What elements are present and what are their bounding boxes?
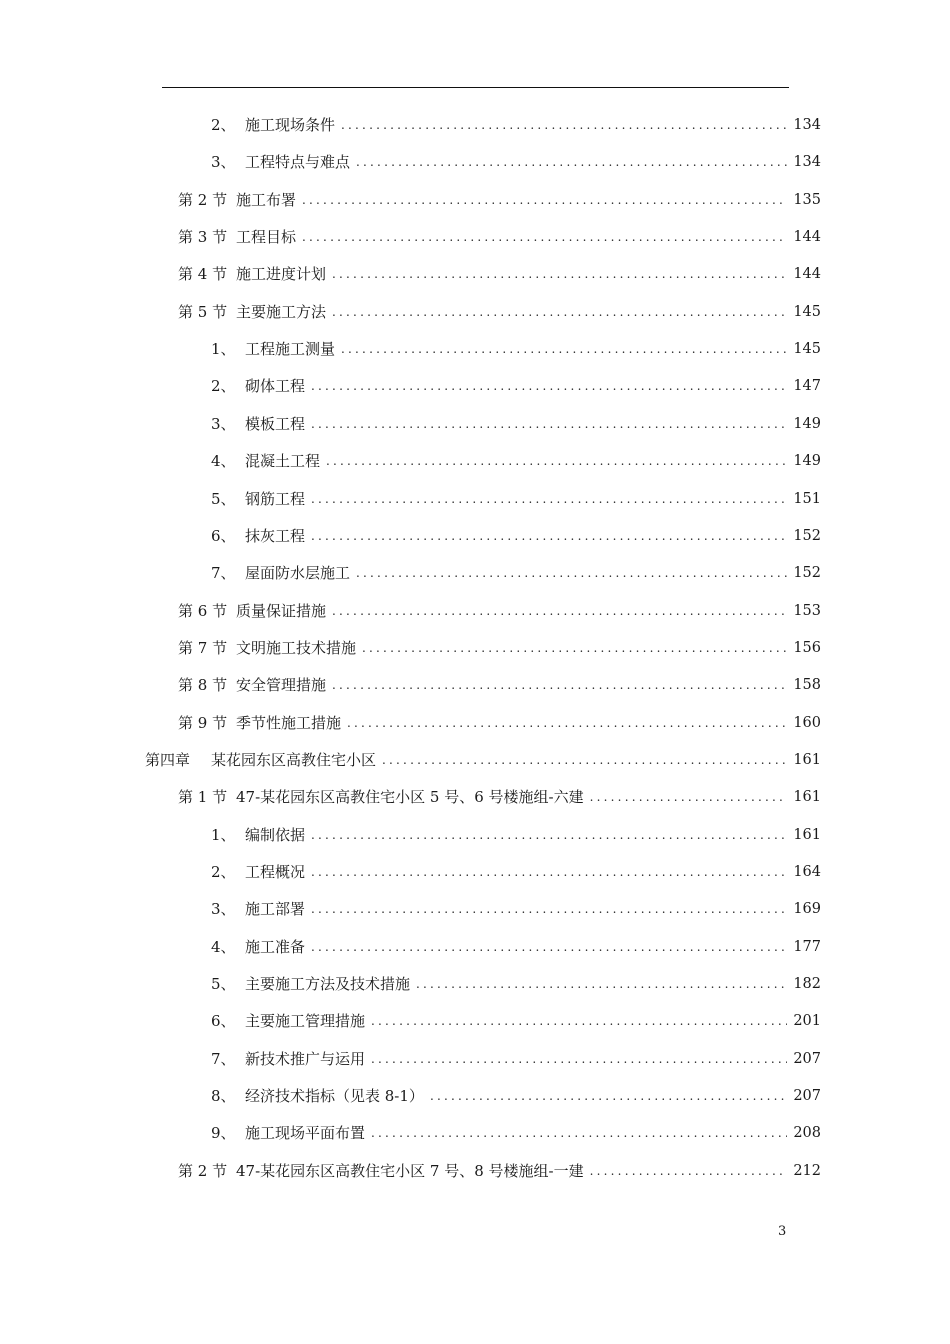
toc-entry-page: 152 [793, 528, 821, 544]
toc-entry-page: 208 [793, 1125, 821, 1141]
toc-entry-number: 7、 [211, 564, 236, 582]
toc-entry-label [211, 1046, 365, 1072]
toc-entry-label [145, 747, 376, 773]
toc-entry-page: 177 [793, 939, 821, 955]
toc-entry-label [211, 560, 350, 586]
toc-leader-dots [302, 187, 787, 213]
toc-entry-page: 201 [793, 1013, 821, 1029]
toc-entry[interactable] [178, 1158, 821, 1184]
toc-entry-page: 182 [793, 976, 821, 992]
toc-entry[interactable] [211, 1046, 821, 1072]
toc-entry-page: 134 [793, 154, 821, 170]
toc-entry[interactable] [211, 1120, 821, 1146]
toc-leader-dots [311, 523, 787, 549]
toc-entry[interactable] [211, 859, 821, 885]
toc-leader-dots [311, 373, 787, 399]
toc-leader-dots [371, 1120, 787, 1146]
toc-entry-page: 212 [793, 1163, 821, 1179]
toc-entry[interactable] [211, 448, 821, 474]
toc-entry-label [178, 635, 356, 661]
toc-entry-label [211, 1008, 365, 1034]
toc-entry[interactable] [178, 635, 821, 661]
toc-entry-label [178, 1158, 584, 1184]
toc-entry[interactable] [178, 261, 821, 287]
toc-entry-title: 施工现场条件 [245, 116, 336, 134]
toc-entry-number: 2、 [211, 116, 236, 134]
toc-entry-title: 安全管理措施 [236, 676, 327, 694]
toc-entry-page: 156 [793, 640, 821, 656]
toc-entry-label [211, 411, 305, 437]
toc-entry[interactable] [178, 187, 821, 213]
toc-entry-label [211, 859, 305, 885]
toc-entry-page: 153 [793, 603, 821, 619]
toc-entry-label [211, 112, 335, 138]
toc-entry-title: 主要施工方法 [236, 303, 327, 321]
toc-leader-dots [311, 486, 787, 512]
toc-entry-title: 文明施工技术措施 [236, 639, 357, 657]
toc-entry-number: 第 1 节 [178, 788, 228, 806]
toc-entry[interactable] [211, 523, 821, 549]
toc-entry[interactable] [211, 373, 821, 399]
toc-entry-title: 47-某花园东区高教住宅小区 7 号、8 号楼施组-一建 [236, 1162, 584, 1180]
toc-entry-label [211, 1120, 365, 1146]
toc-entry-page: 144 [793, 229, 821, 245]
toc-entry-label [211, 486, 305, 512]
toc-entry-number: 1、 [211, 826, 236, 844]
toc-entry-label [178, 187, 296, 213]
toc-entry-label [211, 373, 305, 399]
toc-entry[interactable] [211, 112, 821, 138]
toc-leader-dots [311, 896, 787, 922]
toc-entry-title: 屋面防水层施工 [245, 564, 351, 582]
toc-entry-number: 1、 [211, 340, 236, 358]
toc-leader-dots [311, 411, 787, 437]
toc-entry-number: 5、 [211, 975, 236, 993]
toc-entry-number: 2、 [211, 863, 236, 881]
toc-entry-label [178, 261, 326, 287]
toc-entry-title: 某花园东区高教住宅小区 [211, 751, 377, 769]
toc-entry-title: 主要施工管理措施 [245, 1012, 366, 1030]
toc-entry-title: 工程概况 [245, 863, 306, 881]
toc-leader-dots [326, 448, 787, 474]
toc-entry-number: 第 6 节 [178, 602, 228, 620]
page-number: 3 [778, 1224, 787, 1239]
toc-entry[interactable] [145, 747, 821, 773]
toc-entry-label [178, 299, 326, 325]
toc-leader-dots [371, 1008, 787, 1034]
toc-entry[interactable] [211, 1008, 821, 1034]
toc-entry-page: 161 [793, 827, 821, 843]
toc-entry-label [211, 523, 305, 549]
toc-leader-dots [347, 710, 787, 736]
toc-entry-title: 施工进度计划 [236, 265, 327, 283]
toc-leader-dots [332, 672, 787, 698]
toc-entry-number: 9、 [211, 1124, 236, 1142]
toc-leader-dots [311, 822, 787, 848]
toc-entry[interactable] [178, 598, 821, 624]
toc-entry[interactable] [178, 672, 821, 698]
toc-entry-number: 第 3 节 [178, 228, 228, 246]
toc-entry-label [178, 598, 326, 624]
toc-entry[interactable] [211, 411, 821, 437]
toc-entry-label [211, 336, 335, 362]
toc-entry-label [211, 1083, 424, 1109]
toc-entry-label [178, 784, 584, 810]
toc-entry-label [178, 224, 296, 250]
toc-entry[interactable] [178, 224, 821, 250]
toc-entry[interactable] [178, 784, 821, 810]
toc-entry[interactable] [211, 560, 821, 586]
toc-entry-number: 3、 [211, 415, 236, 433]
toc-entry-page: 169 [793, 901, 821, 917]
toc-entry-page: 151 [793, 491, 821, 507]
toc-entry-title: 混凝土工程 [245, 452, 321, 470]
toc-entry-label [211, 896, 305, 922]
toc-entry-number: 第 9 节 [178, 714, 228, 732]
toc-entry-page: 134 [793, 117, 821, 133]
toc-entry-number: 第 2 节 [178, 1162, 228, 1180]
toc-entry-page: 161 [793, 752, 821, 768]
toc-leader-dots [332, 299, 787, 325]
toc-entry-page: 152 [793, 565, 821, 581]
header-rule [162, 87, 789, 88]
toc-leader-dots [341, 112, 787, 138]
toc-entry-page: 207 [793, 1088, 821, 1104]
toc-entry[interactable] [211, 896, 821, 922]
toc-leader-dots [332, 261, 787, 287]
toc-entry-number: 第 5 节 [178, 303, 228, 321]
toc-entry-label [211, 149, 350, 175]
toc-entry-page: 161 [793, 789, 821, 805]
toc-entry-number: 第四章 [145, 751, 191, 769]
toc-leader-dots [590, 784, 788, 810]
toc-entry-page: 147 [793, 378, 821, 394]
toc-entry-page: 207 [793, 1051, 821, 1067]
toc-entry-number: 第 4 节 [178, 265, 228, 283]
toc-entry[interactable] [211, 486, 821, 512]
toc-leader-dots [362, 635, 787, 661]
toc-leader-dots [382, 747, 787, 773]
toc-leader-dots [311, 859, 787, 885]
toc-entry-label [211, 971, 410, 997]
toc-entry-title: 季节性施工措施 [236, 714, 342, 732]
toc-entry[interactable] [211, 971, 821, 997]
toc-leader-dots [371, 1046, 787, 1072]
toc-entry-title: 编制依据 [245, 826, 306, 844]
toc-entry-title: 工程目标 [236, 228, 297, 246]
toc-entry-title: 工程特点与难点 [245, 153, 351, 171]
toc-entry-title: 抹灰工程 [245, 527, 306, 545]
toc-leader-dots [356, 560, 787, 586]
toc-entry[interactable] [211, 1083, 821, 1109]
toc-entry-number: 第 2 节 [178, 191, 228, 209]
toc-entry[interactable] [211, 336, 821, 362]
toc-entry-title: 砌体工程 [245, 377, 306, 395]
toc-entry-page: 158 [793, 677, 821, 693]
toc-entry-number: 8、 [211, 1087, 236, 1105]
toc-entry-number: 2、 [211, 377, 236, 395]
toc-entry-title: 新技术推广与运用 [245, 1050, 366, 1068]
toc-entry[interactable] [211, 822, 821, 848]
toc-entry-number: 4、 [211, 452, 236, 470]
toc-entry-page: 160 [793, 715, 821, 731]
toc-entry-title: 施工布署 [236, 191, 297, 209]
toc-entry-label [211, 448, 320, 474]
toc-entry[interactable] [211, 149, 821, 175]
toc-entry-number: 第 8 节 [178, 676, 228, 694]
toc-entry-page: 149 [793, 453, 821, 469]
toc-entry[interactable] [211, 934, 821, 960]
toc-entry-title: 钢筋工程 [245, 490, 306, 508]
toc-entry-title: 模板工程 [245, 415, 306, 433]
toc-entry-number: 5、 [211, 490, 236, 508]
toc-entry-number: 3、 [211, 153, 236, 171]
toc-entry-number: 4、 [211, 938, 236, 956]
toc-entry-number: 6、 [211, 1012, 236, 1030]
toc-entry-title: 工程施工测量 [245, 340, 336, 358]
toc-entry-title: 47-某花园东区高教住宅小区 5 号、6 号楼施组-六建 [236, 788, 584, 806]
toc-entry-page: 164 [793, 864, 821, 880]
toc-entry[interactable] [178, 299, 821, 325]
toc-entry-page: 135 [793, 192, 821, 208]
toc-leader-dots [416, 971, 787, 997]
toc-leader-dots [356, 149, 787, 175]
toc-leader-dots [341, 336, 787, 362]
toc-entry-title: 施工现场平面布置 [245, 1124, 366, 1142]
toc-entry-label [178, 672, 326, 698]
toc-entry-label [211, 934, 305, 960]
toc-entry-title: 质量保证措施 [236, 602, 327, 620]
toc-leader-dots [302, 224, 787, 250]
toc-leader-dots [332, 598, 787, 624]
toc-entry-page: 145 [793, 304, 821, 320]
toc-entry-number: 6、 [211, 527, 236, 545]
toc-entry-label [178, 710, 341, 736]
toc-entry-number: 3、 [211, 900, 236, 918]
toc-leader-dots [590, 1158, 788, 1184]
toc-entry-title: 施工准备 [245, 938, 306, 956]
toc-entry-page: 149 [793, 416, 821, 432]
toc-entry-title: 主要施工方法及技术措施 [245, 975, 411, 993]
toc-entry-page: 145 [793, 341, 821, 357]
toc-entry-page: 144 [793, 266, 821, 282]
toc-leader-dots [430, 1083, 787, 1109]
toc-entry-title: 施工部署 [245, 900, 306, 918]
toc-entry-label [211, 822, 305, 848]
toc-entry[interactable] [178, 710, 821, 736]
toc-entry-number: 7、 [211, 1050, 236, 1068]
toc-entry-title: 经济技术指标（见表 8-1） [245, 1087, 424, 1105]
toc-leader-dots [311, 934, 787, 960]
toc-entry-number: 第 7 节 [178, 639, 228, 657]
